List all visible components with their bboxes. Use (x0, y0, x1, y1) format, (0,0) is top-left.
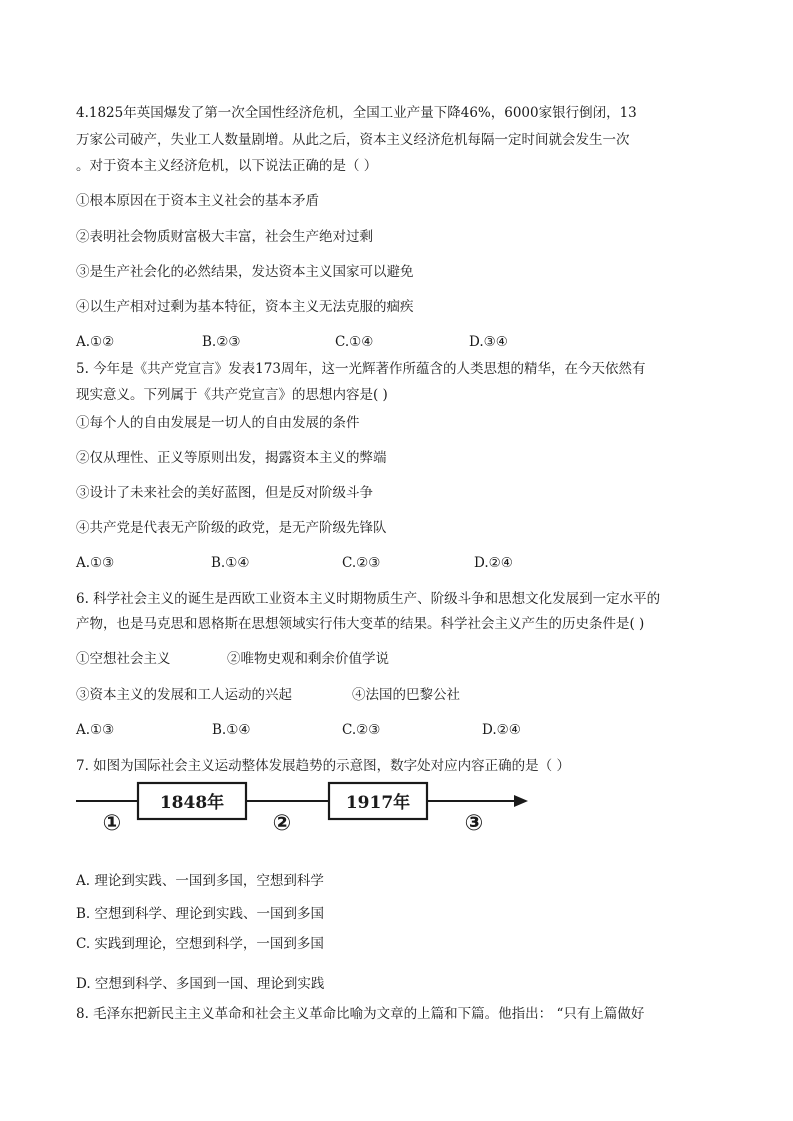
q4-item-4: ④以生产相对过剩为基本特征，资本主义无法克服的痼疾 (76, 299, 414, 315)
q4-choice-d: D.③④ (469, 334, 508, 350)
q4-item-1: ①根本原因在于资本主义社会的基本矛盾 (76, 193, 319, 209)
q4-item-3: ③是生产社会化的必然结果，发达资本主义国家可以避免 (76, 264, 414, 280)
q4-choice-a: A.①② (76, 334, 115, 350)
q5-choice-c: C.②③ (342, 555, 381, 571)
q4-choice-c: C.①④ (335, 334, 374, 350)
q6-item-2: ②唯物史观和剩余价值学说 (227, 651, 389, 667)
q4-choice-b: B.②③ (202, 334, 241, 350)
marker-1: ① (102, 811, 122, 836)
q4-stem-line2: 万家公司破产，失业工人数量剧增。从此之后，资本主义经济危机每隔一定时间就会发生一次 (76, 132, 630, 148)
q5-stem-line1: 5. 今年是《共产党宣言》发表173周年，这一光辉著作所蕴含的人类思想的精华，在今天依然有 (76, 361, 646, 377)
q6-choice-d: D.②④ (482, 722, 521, 738)
q6-item-3: ③资本主义的发展和工人运动的兴起 (76, 687, 292, 703)
q6-stem-line1: 6. 科学社会主义的诞生是西欧工业资本主义时期物质生产、阶级斗争和思想文化发展到一定水平的 (76, 591, 661, 607)
q6-item-1: ①空想社会主义 (76, 651, 171, 667)
q4-stem-line1: 4.1825年英国爆发了第一次全国性经济危机，全国工业产量下降46%，6000家银行倒闭，13 (76, 105, 637, 121)
year-1848-label: 1848年 (159, 793, 225, 813)
q4-item-2: ②表明社会物质财富极大丰富，社会生产绝对过剩 (76, 229, 373, 245)
q7-timeline-diagram (76, 780, 528, 836)
q7-choice-c: C. 实践到理论，空想到科学，一国到多国 (76, 936, 324, 952)
q6-choice-a: A.①③ (76, 722, 115, 738)
q7-choice-a: A. 理论到实践、一国到多国，空想到科学 (76, 873, 324, 889)
q5-choice-d: D.②④ (474, 555, 513, 571)
q7-stem: 7. 如图为国际社会主义运动整体发展趋势的示意图，数字处对应内容正确的是（ ） (76, 758, 570, 774)
q5-item-4: ④共产党是代表无产阶级的政党，是无产阶级先锋队 (76, 520, 387, 536)
year-1917-label: 1917年 (345, 793, 411, 813)
q6-choice-c: C.②③ (342, 722, 381, 738)
q7-choice-b: B. 空想到科学、理论到实践、一国到多国 (76, 906, 325, 922)
q5-choice-a: A.①③ (76, 555, 115, 571)
marker-3: ③ (464, 811, 484, 836)
q5-item-3: ③设计了未来社会的美好蓝图，但是反对阶级斗争 (76, 485, 373, 501)
q5-choice-b: B.①④ (211, 555, 250, 571)
marker-2: ② (272, 811, 292, 836)
q4-stem-line3: 。对于资本主义经济危机，以下说法正确的是（ ） (76, 158, 378, 174)
q5-item-2: ②仅从理性、正义等原则出发，揭露资本主义的弊端 (76, 450, 387, 466)
q6-item-4: ④法国的巴黎公社 (352, 687, 460, 703)
q6-stem-line2: 产物，也是马克思和恩格斯在思想领域实行伟大变革的结果。科学社会主义产生的历史条件是( ) (76, 616, 645, 632)
q5-item-1: ①每个人的自由发展是一切人的自由发展的条件 (76, 415, 360, 431)
q8-stem-line1: 8. 毛泽东把新民主主义革命和社会主义革命比喻为文章的上篇和下篇。他指出： “只有上篇做好 (76, 1006, 645, 1022)
q6-choice-b: B.①④ (212, 722, 251, 738)
timeline-arrow-head (514, 795, 528, 807)
q7-choice-d: D. 空想到科学、多国到一国、理论到实践 (76, 976, 325, 992)
q5-stem-line2: 现实意义。下列属于《共产党宣言》的思想内容是( ) (76, 387, 388, 403)
